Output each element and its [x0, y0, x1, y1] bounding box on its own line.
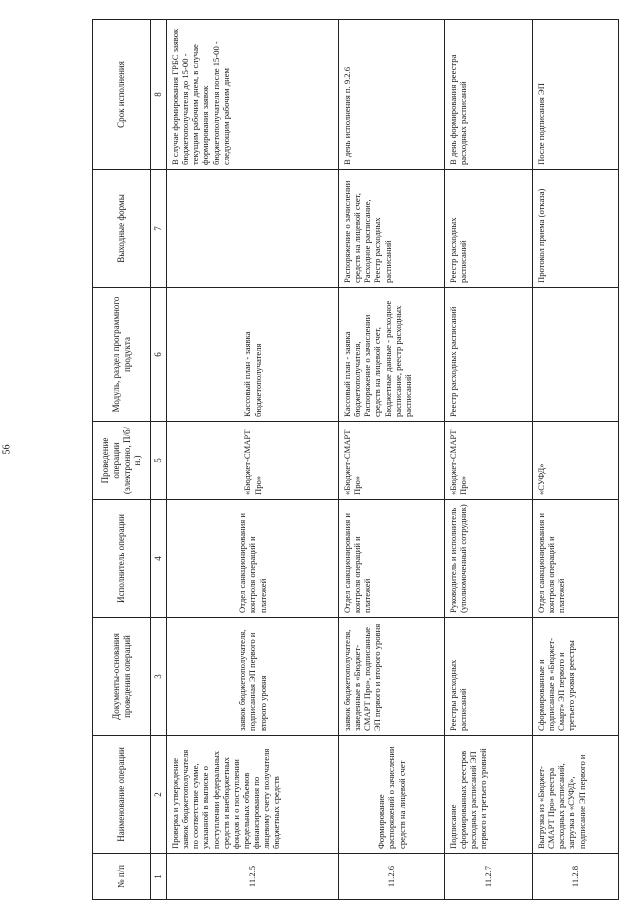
table-header-row [93, 20, 151, 900]
column-number: 3 [151, 618, 167, 736]
executor: Руководитель и исполнитель (уполномоченный сотрудник) [445, 500, 533, 618]
column-number: 5 [151, 422, 167, 500]
header-cell: Документы-основания проведения операций [93, 618, 151, 736]
basis-documents: Сформированные и подписанные в «Бюджет-Смарт» ЭП первого и третьего уровня реестры [533, 618, 619, 736]
header-cell: Срок исполнения [93, 20, 151, 170]
operation-mode: «СУФД» [533, 422, 619, 500]
header-cell: Модуль, раздел программного продукта [93, 288, 151, 422]
operation-mode: «Бюджет-СМАРТ Про» [167, 422, 339, 500]
row-number: 11.2.5 [167, 854, 339, 900]
operations-table [92, 19, 619, 900]
page-number: 56 [1, 444, 13, 455]
deadline: В день формирования реестра расходных расписаний [445, 20, 533, 170]
header-cell: Выходные формы [93, 170, 151, 288]
basis-documents: заявок бюджетополучателя, подписанная ЭП первого и второго уровня [167, 618, 339, 736]
deadline: В день исполнения п. 9.2.6 [339, 20, 445, 170]
software-module: Кассовый план - заявка бюджетополучателя, Распоряжение о зачислении средств на лицевой счет, Бюджетные данные - расходное расписание, реестр расходных расписаний [339, 288, 445, 422]
column-number-row [151, 20, 167, 900]
output-forms: Протокол приема (отказа) [533, 170, 619, 288]
header-cell: Проведение операции (электронно, П/б/н.) [93, 422, 151, 500]
operation-mode: «Бюджет-СМАРТ Про» [339, 422, 445, 500]
column-number: 2 [151, 736, 167, 854]
software-module: Реестр расходных расписаний [445, 288, 533, 422]
operation-mode: «Бюджет-СМАРТ Про» [445, 422, 533, 500]
output-forms: Распоряжение о зачислении средств на лицевой счет, Расходное расписание, Реестр расходных расписаний [339, 170, 445, 288]
rotated-table-wrapper [92, 20, 618, 900]
column-number: 7 [151, 170, 167, 288]
software-module: Кассовый план - заявка бюджетополучателя [167, 288, 339, 422]
column-number: 6 [151, 288, 167, 422]
executor: Отдел санкционирования и контроля операций и платежей [167, 500, 339, 618]
basis-documents: заявок бюджетополучателя, заведенные в «Бюджет-СМАРТ Про», подписанные ЭП первого и второго уровня [339, 618, 445, 736]
deadline: В случае формирования ГРБС заявок бюджетополучателя до 15-00 - текущим рабочим днем, в случае формирования заявок бюджетополучателя после 15-00 - следующим рабочим днем [167, 20, 339, 170]
operation-name: Выгрузка из «Бюджет-СМАРТ Про» реестра расходных расписаний, загрузка в «СУФД», подписание ЭП первого и [533, 736, 619, 854]
basis-documents: Реестры расходных расписаний [445, 618, 533, 736]
column-number: 4 [151, 500, 167, 618]
header-cell: № п/п [93, 854, 151, 900]
table-row [533, 20, 619, 900]
operation-name: Проверка и утверждение заявок бюджетополучателя по соответствие сумме, указанной в выписке о поступлении федеральных средств и внебюджетных фондов и о поступлении предельных объемов финансирования по лицевому счету получателя бюджетных средств [167, 736, 339, 854]
output-forms: Реестр расходных расписаний [445, 170, 533, 288]
row-number: 11.2.6 [339, 854, 445, 900]
operation-name: Подписание сформированных реестров расходных расписаний ЭП первого и третьего уровней [445, 736, 533, 854]
table-row [445, 20, 533, 900]
executor: Отдел санкционирования и контроля операций и платежей [339, 500, 445, 618]
table-row [167, 20, 339, 900]
row-number: 11.2.7 [445, 854, 533, 900]
column-number: 8 [151, 20, 167, 170]
deadline: После подписания ЭП [533, 20, 619, 170]
row-number: 11.2.8 [533, 854, 619, 900]
table-row [339, 20, 445, 900]
software-module [533, 288, 619, 422]
output-forms [167, 170, 339, 288]
column-number: 1 [151, 854, 167, 900]
executor: Отдел санкционирования и контроля операций и платежей [533, 500, 619, 618]
header-cell: Исполнитель операции [93, 500, 151, 618]
header-cell: Наименование операции [93, 736, 151, 854]
operation-name: Формирование распоряжений о зачислении средств на лицевой счет [339, 736, 445, 854]
